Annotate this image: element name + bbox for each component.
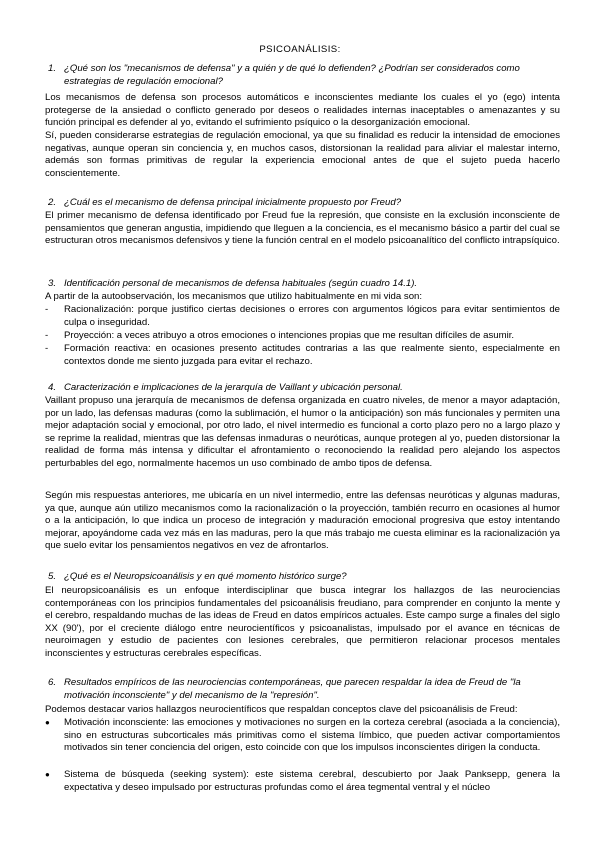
section-4-paragraph-2: Según mis respuestas anteriores, me ubicaría en un nivel intermedio, entre las defensas neuróticas y algunas maduras, ya que, aunque aún utilizo mecanismos como la racionalización o la proyección, también recurro en ocasiones al humor o a la anticipación, lo que indica un proceso de integración y maduración emocional progresiva que estoy intentando mejorar, apoyándome cada vez más en las maduras, pero la que más trabajo me cuesta eliminar es la racionalización ya que suelo evitar los pensamientos negativos en vez de afrontarlos. xyxy=(45,490,560,552)
section-4-number: 4. xyxy=(48,382,57,393)
section-1-paragraph-1: Los mecanismos de defensa son procesos automáticos e inconscientes mediante los cuales el yo (ego) intenta protegerse de la ansiedad o conflicto generado por deseos o realidades internas inaceptables o amenazantes y su función principal es defender al yo, evitando el sufrimiento psíquico o la desorganización emocional. xyxy=(45,92,560,129)
bullet-icon: ● xyxy=(45,770,50,779)
section-6-number: 6. xyxy=(48,677,57,688)
section-4-question: Caracterización e implicaciones de la jerarquía de Vaillant y ubicación personal. xyxy=(64,382,403,393)
section-2-paragraph-1: El primer mecanismo de defensa identificado por Freud fue la represión, que consiste en la exclusión inconsciente de pensamientos que generan angustia, impidiendo que lleguen a la conciencia, es el mecanismo básico a partir del cual se estructuran otros mecanismos defensivos y tiene la función central en el modelo psicoanalítico del conflicto intrapsíquico. xyxy=(45,210,560,247)
section-6-intro: Podemos destacar varios hallazgos neurocientíficos que respaldan conceptos clave del psicoanálisis de Freud: xyxy=(45,704,518,715)
section-1-paragraph-2: Sí, pueden considerarse estrategias de regulación emocional, ya que su finalidad es reducir la intensidad de emociones negativas, aunque operan sin conciencia y, en muchos casos, distorsionan la realidad para aliviar el malestar interno, además son formas primitivas de regular la experiencia emocional antes de que el sujeto pueda hacerlo conscientemente. xyxy=(45,130,560,179)
section-1-question: ¿Qué son los "mecanismos de defensa" y a quién y de qué lo defienden? ¿Podrían ser considerados como estrategias de regulación emocional? xyxy=(64,63,520,87)
list-item-marker: - xyxy=(45,330,49,341)
list-item-marker: - xyxy=(45,304,49,315)
section-4-paragraph-1: Vaillant propuso una jerarquía de mecanismos de defensa organizada en cuatro niveles, de menor a mayor adaptación, por un lado, las defensas maduras (como la sublimación, el humor o la anticipación) son más funcionales y permiten una mejor adaptación social y emocional, por otro lado, el nivel intermedio es funcional a corto plazo pero no a largo plazo y se reprime la realidad, mientras que las defensas inmaduras o neuróticas, aunque protegen al yo, pueden distorsionar la realidad de forma más intensa y dificultar el afrontamiento o reconociendo la realidad pero alejando los aspectos perturbables del ego, normalmente hacemos un uso combinado de ambo tipos de defensa. xyxy=(45,395,560,469)
list-item-projection: Proyección: a veces atribuyo a otros emociones o intenciones propias que me resultan difíciles de asumir. xyxy=(64,330,515,341)
section-6-question: Resultados empíricos de las neurociencias contemporáneas, que parecen respaldar la idea de Freud de "la motivación inconsciente" y del mecanismo de la "represión". xyxy=(64,677,521,701)
list-item-rationalization: Racionalización: porque justifico ciertas decisiones o errores con argumentos lógicos para evitar sentimientos de culpa o inseguridad. xyxy=(64,304,560,328)
section-5-paragraph-1: El neuropsicoanálisis es un enfoque interdisciplinar que busca integrar los hallazgos de las neurociencias contemporáneas con los principios fundamentales del psicoanálisis freudiano, para comprender en conjunto la mente y el cerebro, respaldando muchas de las ideas de Freud en datos empíricos actuales. Este campo surge a finales del siglo XX (90'), por el creciente diálogo entre neurocientíficos y psicoanalistas, impulsado por el avance en técnicas de neuroimagen y estudio de pacientes con lesiones cerebrales, que permitieron relacionar procesos mentales inconscientes y estructuras cerebrales específicas. xyxy=(45,585,560,659)
section-5-number: 5. xyxy=(48,571,57,582)
section-5-question: ¿Qué es el Neuropsicoanálisis y en qué momento histórico surge? xyxy=(64,571,347,582)
document-title: PSICOANÁLISIS: xyxy=(259,44,341,55)
section-3-intro: A partir de la autoobservación, los mecanismos que utilizo habitualmente en mi vida son: xyxy=(45,291,423,302)
section-3-question: Identificación personal de mecanismos de defensa habituales (según cuadro 14.1). xyxy=(64,278,418,289)
list-item-reaction-formation: Formación reactiva: en ocasiones presento actitudes contrarias a las que realmente siento, especialmente en contextos donde me siento juzgada para evitar el rechazo. xyxy=(64,343,560,367)
section-3-number: 3. xyxy=(48,278,57,289)
bullet-icon: ● xyxy=(45,718,50,727)
section-2-number: 2. xyxy=(48,197,57,208)
section-1-number: 1. xyxy=(48,63,57,74)
list-item-marker: - xyxy=(45,343,49,354)
section-2-question: ¿Cuál es el mecanismo de defensa principal inicialmente propuesto por Freud? xyxy=(64,197,402,208)
list-item-unconscious-motivation: Motivación inconsciente: las emociones y motivaciones no surgen en la corteza cerebral (asociada a la conciencia), sino en estructuras subcorticales más primitivas como el sistema límbico, que pueden activar comportamientos motivados sin tener conciencia del origen, esto coincide con que los impulsos inconscientes dirigen la conducta. xyxy=(64,717,560,754)
list-item-seeking-system: Sistema de búsqueda (seeking system): este sistema cerebral, descubierto por Jaak Panksepp, genera la expectativa y deseo impulsado por estructuras profundas como el área tegmental ventral y el núcleo xyxy=(64,769,560,793)
